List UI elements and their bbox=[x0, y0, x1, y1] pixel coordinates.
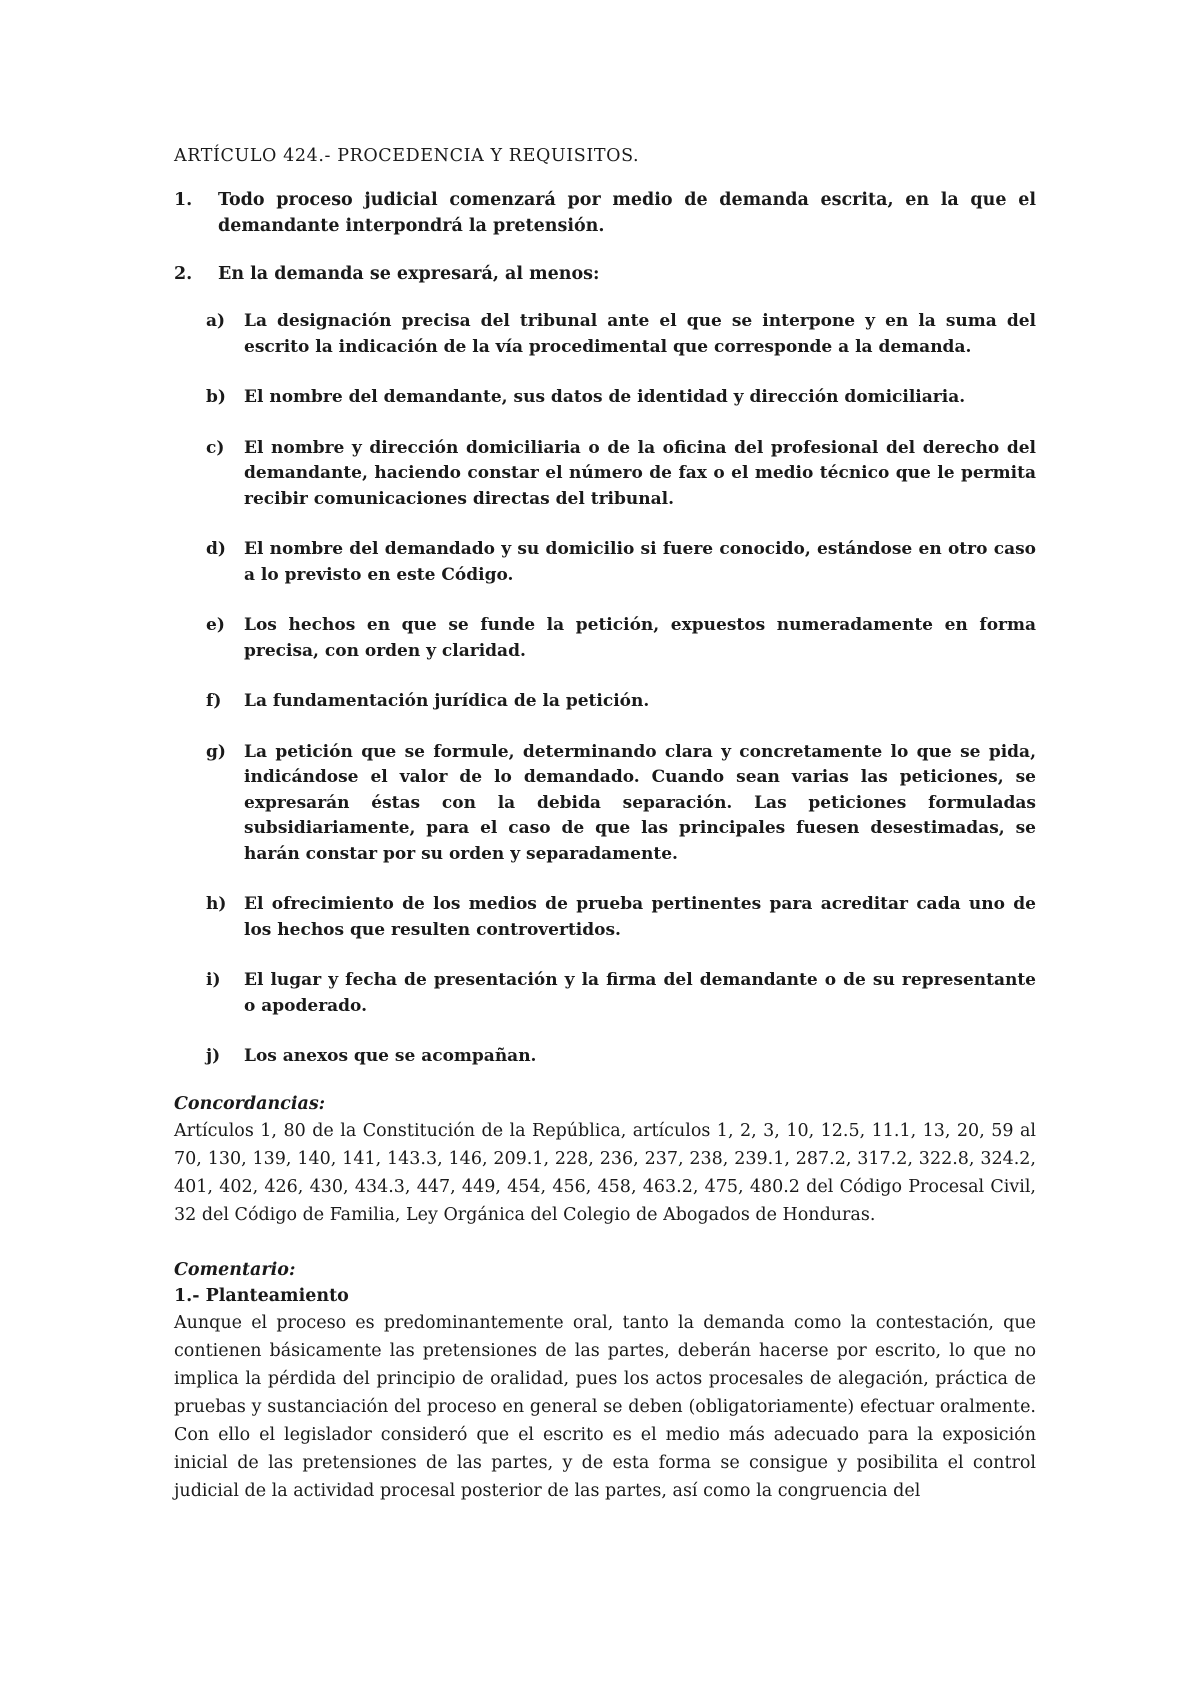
item-text: El nombre del demandante, sus datos de identidad y dirección domiciliaria. bbox=[244, 387, 966, 407]
item-marker: 2. bbox=[174, 264, 193, 284]
item-marker: j) bbox=[206, 1046, 221, 1066]
item-marker: d) bbox=[206, 539, 226, 559]
lettered-item bbox=[206, 613, 1036, 664]
item-text: La petición que se formule, determinando clara y concretamente lo que se pida, indicándose el valor de lo demandado. Cuando sean varias las peticiones, se expresarán éstas con la debida separación. Las peticiones formuladas subsidiariamente, para el caso de que las principales fuesen desestimadas, se harán constar por su orden y separadamente. bbox=[244, 741, 1036, 864]
item-marker: i) bbox=[206, 970, 221, 990]
numbered-item bbox=[174, 187, 1036, 239]
document-page bbox=[174, 143, 1036, 1505]
item-marker: h) bbox=[206, 894, 227, 914]
comentario-heading: Comentario: bbox=[174, 1259, 296, 1280]
lettered-item bbox=[206, 436, 1036, 513]
comentario-subheading: 1.- Planteamiento bbox=[174, 1285, 349, 1306]
article-title: ARTÍCULO 424.- PROCEDENCIA Y REQUISITOS. bbox=[174, 146, 640, 166]
lettered-item bbox=[206, 740, 1036, 868]
item-text: El nombre y dirección domiciliaria o de la oficina del profesional del derecho del demandante, haciendo constar el número de fax o el medio técnico que le permita recibir comunicaciones directas del tribunal. bbox=[244, 437, 1036, 509]
lettered-item bbox=[206, 385, 1036, 411]
item-marker: e) bbox=[206, 615, 225, 635]
item-text: Los anexos que se acompañan. bbox=[244, 1046, 537, 1066]
item-text: El nombre del demandado y su domicilio si fuere conocido, estándose en otro caso a lo previsto en este Código. bbox=[244, 539, 1036, 585]
lettered-list bbox=[174, 309, 1036, 1070]
item-text: El ofrecimiento de los medios de prueba pertinentes para acreditar cada uno de los hechos que resulten controvertidos. bbox=[244, 894, 1036, 940]
comentario-text: Aunque el proceso es predominantemente oral, tanto la demanda como la contestación, que contienen básicamente las pretensiones de las partes, deberán hacerse por escrito, lo que no implica la pérdida del principio de oralidad, pues los actos procesales de alegación, práctica de pruebas y sustanciación del proceso en general se deben (obligatoriamente) efectuar oralmente. Con ello el legislador consideró que el escrito es el medio más adecuado para la exposición inicial de las pretensiones de las partes, y de esta forma se consigue y posibilita el control judicial de la actividad procesal posterior de las partes, así como la congruencia del bbox=[174, 1312, 1036, 1501]
concordancias-text: Artículos 1, 80 de la Constitución de la República, artículos 1, 2, 3, 10, 12.5, 11.1, 13, 20, 59 al 70, 130, 139, 140, 141, 143.3, 146, 209.1, 228, 236, 237, 238, 239.1, 287.2, 317.2, 322.8, 324.2, 401, 402, 426, 430, 434.3, 447, 449, 454, 456, 458, 463.2, 475, 480.2 del Código Procesal Civil, 32 del Código de Familia, Ley Orgánica del Colegio de Abogados de Honduras. bbox=[174, 1120, 1036, 1225]
item-marker: c) bbox=[206, 437, 225, 458]
item-marker: b) bbox=[206, 387, 226, 407]
lettered-item bbox=[206, 968, 1036, 1019]
numbered-item bbox=[174, 261, 1036, 287]
item-text: Todo proceso judicial comenzará por medio de demanda escrita, en la que el demandante interpondrá la pretensión. bbox=[218, 190, 1036, 236]
item-marker: g) bbox=[206, 741, 226, 762]
item-marker: a) bbox=[206, 311, 226, 331]
lettered-item bbox=[206, 689, 1036, 715]
item-text: El lugar y fecha de presentación y la firma del demandante o de su representante o apoderado. bbox=[244, 970, 1036, 1016]
lettered-item bbox=[206, 537, 1036, 588]
item-text: La fundamentación jurídica de la petición. bbox=[244, 691, 650, 711]
item-text: Los hechos en que se funde la petición, expuestos numeradamente en forma precisa, con orden y claridad. bbox=[244, 615, 1036, 661]
item-marker: 1. bbox=[174, 190, 193, 210]
item-text: La designación precisa del tribunal ante el que se interpone y en la suma del escrito la indicación de la vía procedimental que corresponde a la demanda. bbox=[244, 311, 1036, 357]
lettered-item bbox=[206, 892, 1036, 943]
concordancias-heading: Concordancias: bbox=[174, 1093, 326, 1114]
item-text: En la demanda se expresará, al menos: bbox=[218, 264, 600, 284]
item-marker: f) bbox=[206, 691, 222, 711]
lettered-item bbox=[206, 309, 1036, 360]
lettered-item bbox=[206, 1044, 1036, 1070]
